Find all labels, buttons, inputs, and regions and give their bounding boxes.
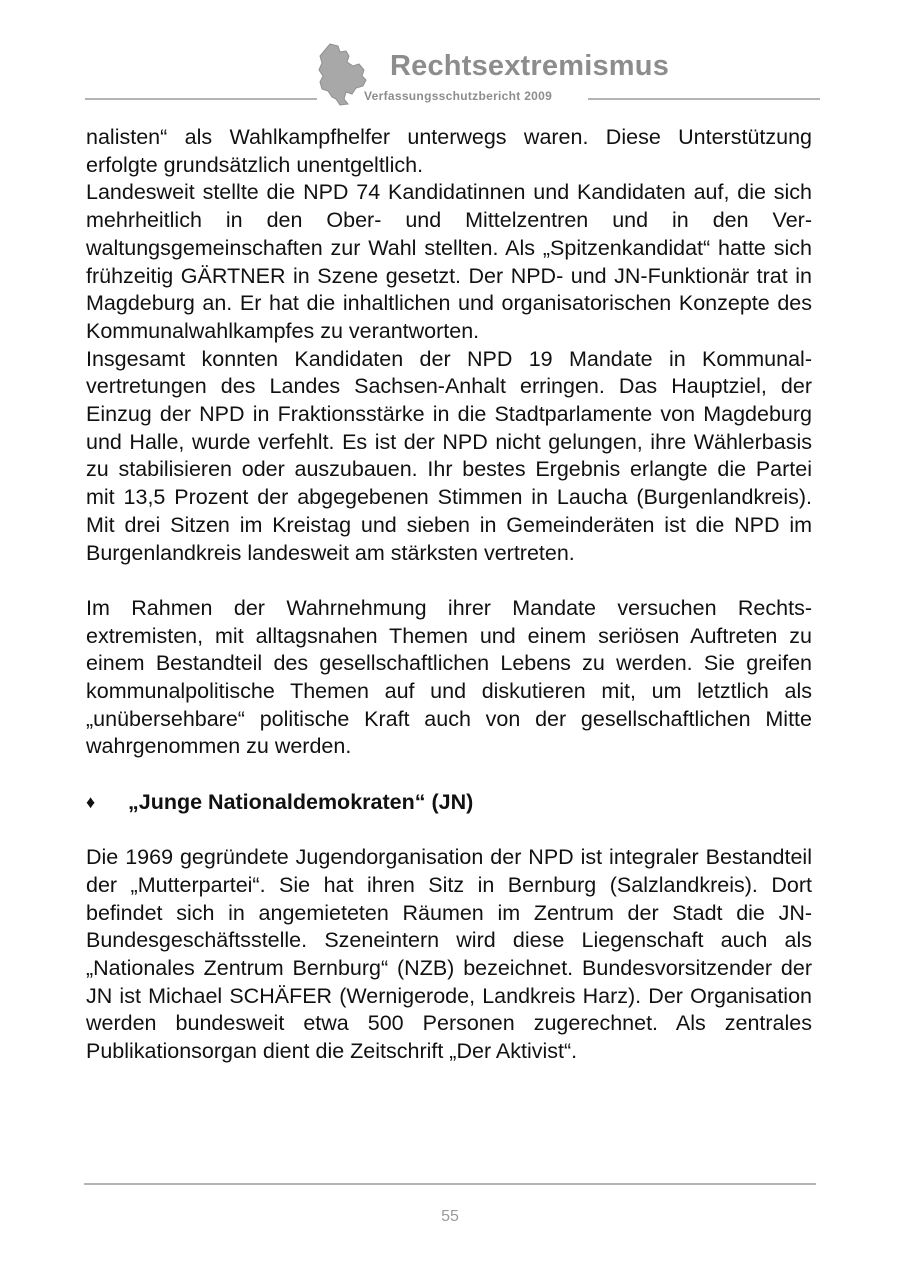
- header-title: Rechtsextremismus: [390, 50, 670, 82]
- diamond-bullet-icon: ♦: [86, 791, 96, 812]
- header-rule-left: [85, 98, 317, 100]
- header-subtitle: Verfassungsschutzbericht 2009: [364, 89, 553, 103]
- paragraph: nalisten“ als Wahlkampfhelfer unterwegs waren. Diese Unterstützung erfolgte grundsätzlich unentgeltlich.: [86, 125, 812, 177]
- footer-rule: [84, 1183, 816, 1185]
- section-heading-text: „Junge Nationaldemokraten“ (JN): [128, 789, 474, 814]
- page-body: [86, 124, 812, 1066]
- paragraph: Landesweit stellte die NPD 74 Kandidatinnen und Kandidaten auf, die sich mehrheitlich in den Ober- und Mittelzentren und in den Verwaltungsgemeinschaften zur Wahl stellten. Als „Spitzenkandidat“ hatte sich frühzeitig GÄRTNER in Szene gesetzt. Der NPD- und JN-Funktionär trat in Magdeburg an. Er hat die inhaltlichen und organisatorischen Konzepte des Kommunalwahlkampfes zu verantworten.: [86, 180, 812, 343]
- header-rule-right: [588, 98, 820, 100]
- page-number: 55: [441, 1208, 459, 1225]
- sachsen-anhalt-map-icon: [316, 42, 370, 106]
- section-heading: [86, 789, 812, 817]
- paragraph: Insgesamt konnten Kandidaten der NPD 19 Mandate in Kommunalvertretungen des Landes Sachsen-Anhalt erringen. Das Hauptziel, der Einzug der NPD in Fraktionsstärke in die Stadtparlamente von Magdeburg und Halle, wurde verfehlt. Es ist der NPD nicht gelungen, ihre Wählerbasis zu stabilisieren oder auszubauen. Ihr bestes Ergebnis erlangte die Partei mit 13,5 Prozent der abgegebenen Stimmen in Laucha (Burgenlandkreis). Mit drei Sitzen im Kreistag und sieben in Gemeinderäten ist die NPD im Burgenlandkreis landesweit am stärksten vertreten.: [86, 346, 812, 565]
- section-paragraph: Die 1969 gegründete Jugendorganisation der NPD ist integraler Bestandteil der „Mutterpartei“. Sie hat ihren Sitz in Bernburg (Salzlandkreis). Dort befindet sich in angemieteten Räumen im Zentrum der Stadt die JN-Bundesgeschäftsstelle. Szeneintern wird diese Liegenschaft auch als „Nationales Zentrum Bernburg“ (NZB) bezeichnet. Bundesvorsitzender der JN ist Michael SCHÄFER (Wernigerode, Landkreis Harz). Der Organisation werden bundesweit etwa 500 Personen zugerechnet. Als zentrales Publikationsorgan dient die Zeitschrift „Der Aktivist“.: [86, 845, 812, 1064]
- page-header: [0, 0, 900, 110]
- paragraph: Im Rahmen der Wahrnehmung ihrer Mandate versuchen Rechtsextremisten, mit alltagsnahen Themen und einem seriösen Auftreten zu einem Bestandteil des gesellschaftlichen Lebens zu werden. Sie greifen kommunalpolitische Themen auf und diskutieren mit, um letztlich als „unübersehbare“ politische Kraft auch von der gesellschaftlichen Mitte wahrgenommen zu werden.: [86, 595, 812, 759]
